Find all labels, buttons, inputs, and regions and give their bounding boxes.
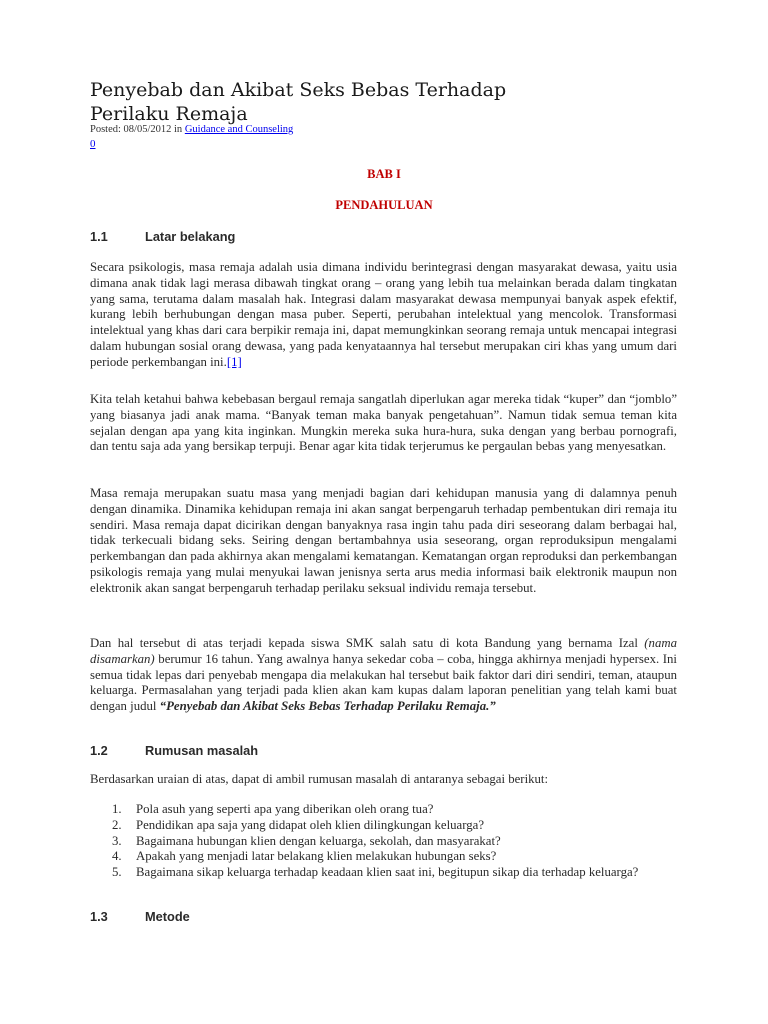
section-number: 1.2 [90, 743, 108, 758]
comment-count [90, 137, 96, 151]
title-line-1: Penyebab dan Akibat Seks Bebas Terhadap [90, 79, 507, 101]
paragraph-1-text: Secara psikologis, masa remaja adalah usia dimana individu berintegrasi dengan masyarakat dewasa, yaitu usia dimana anak tidak lagi merasa dibawah tingkat orang – orang yang lebih tua melainkan berada dalam tingkatan yang sama, terutama dalam masalah hak. Integrasi dalam masyarakat dewasa mempunyai banyak aspek efektif, kurang lebih berhubungan dengan masa puber. Seperti, perubahan intelektual yang mencolok. Transformasi intelektual yang khas dari cara berpikir remaja ini, dapat memungkinkan seorang remaja untuk mencapai integrasi dalam hubungan sosial orang dewasa, yang pada kenyataannya hal tersebut merupakan ciri khas yang umum dari periode perkembangan ini. [90, 260, 677, 369]
list-item-text: Bagaimana sikap keluarga terhadap keadaan klien saat ini, begitupun sikap dia terhadap keluarga? [136, 865, 639, 880]
footnote-link[interactable]: [1] [226, 354, 242, 369]
paragraph-4-text-a: Dan hal tersebut di atas terjadi kepada siswa SMK salah satu di kota Bandung yang bernama Izal [90, 636, 645, 650]
article-title [90, 78, 690, 126]
list-item-text: Bagaimana hubungan klien dengan keluarga, sekolah, dan masyarakat? [136, 833, 501, 848]
list-number: 4. [112, 849, 122, 864]
list-item [90, 834, 677, 850]
list-item-text: Pendidikan apa saja yang didapat oleh klien dilingkungan keluarga? [136, 817, 485, 832]
section-heading-1-3 [90, 909, 190, 925]
paragraph-2: Kita telah ketahui bahwa kebebasan bergaul remaja sangatlah diperlukan agar mereka tidak “kuper” dan “jomblo” yang biasanya jadi anak mama. “Banyak teman maka banyak pengetahuan”. Namun tidak semua teman kita sejalan dengan apa yang kita inginkan. Mungkin mereka suka hura-hura, suka dengan yang berbau pornografi, dan tentu saja ada yang bersikap terpuji. Benar agar kita tidak terjerumus ke pergaulan bebas yang menyesatkan. [90, 392, 677, 454]
section-title: Latar belakang [145, 229, 236, 244]
title-line-2: Perilaku Remaja [90, 103, 248, 125]
list-number: 2. [112, 817, 122, 832]
list-item [90, 849, 677, 865]
paragraph-1 [90, 260, 677, 371]
list-number: 3. [112, 833, 122, 848]
list-item [90, 802, 677, 818]
paragraph-3: Masa remaja merupakan suatu masa yang menjadi bagian dari kehidupan manusia yang di dalamnya penuh dengan dinamika. Dinamika kehidupan remaja ini akan sangat berpengaruh terhadap pembentukan diri remaja itu sendiri. Masa remaja dapat dicirikan dengan banyaknya rasa ingin tahu pada diri seseorang dalam berbagai hal, tidak terkecuali bidang seks. Seiring dengan bertambahnya usia seseorang, organ reproduksipun mengalami perkembangan dan pada akhirnya akan mengalami kematangan. Kematangan organ reproduksi dan perkembangan psikologis remaja yang mulai menyukai lawan jenisnya serta arus media informasi baik elektronik maupun non elektronik akan sangat berpengaruh terhadap perilaku seksual individu remaja tersebut. [90, 486, 677, 595]
paragraph-4 [90, 636, 677, 715]
comments-link[interactable]: 0 [90, 138, 96, 150]
posted-date: Posted: 08/05/2012 in [90, 124, 185, 135]
category-link[interactable]: Guidance and Counseling [184, 124, 294, 135]
paragraph-4-quoted-title: “Penyebab dan Akibat Seks Bebas Terhadap Perilaku Remaja.” [159, 699, 496, 714]
section-number: 1.3 [90, 909, 108, 924]
paragraph-4-emphasis: (nama disamarkan) [90, 636, 677, 666]
section-title: Metode [145, 909, 190, 924]
list-item-text: Pola asuh yang seperti apa yang diberikan oleh orang tua? [136, 802, 434, 816]
list-item [90, 865, 677, 881]
list-number: 5. [112, 865, 122, 880]
paragraph-4-text-b: berumur 16 tahun. Yang awalnya hanya sekedar coba – coba, hingga akhirnya menjadi hypersex. Ini semua tidak lepas dari penyebab mengapa dia melakukan hal tersebut baik faktor dari diri sendiri, teman, ataupun keluarga. Permasalahan yang terjadi pada klien akan kam kupas dalam laporan penelitian yang telah kami buat dengan judul [90, 651, 677, 714]
paragraph-5: Berdasarkan uraian di atas, dapat di ambil rumusan masalah di antaranya sebagai berikut: [90, 772, 549, 786]
section-heading-1-1 [90, 229, 235, 245]
list-number: 1. [112, 802, 122, 816]
chapter-name: PENDAHULUAN [335, 198, 433, 212]
post-meta [90, 123, 293, 137]
section-title: Rumusan masalah [145, 743, 259, 758]
section-number: 1.1 [90, 229, 108, 244]
chapter-label: BAB I [367, 167, 401, 181]
list-item-text: Apakah yang menjadi latar belakang klien melakukan hubungan seks? [136, 849, 497, 864]
section-heading-1-2 [90, 743, 258, 759]
problem-list [90, 802, 677, 881]
list-item [90, 818, 677, 834]
